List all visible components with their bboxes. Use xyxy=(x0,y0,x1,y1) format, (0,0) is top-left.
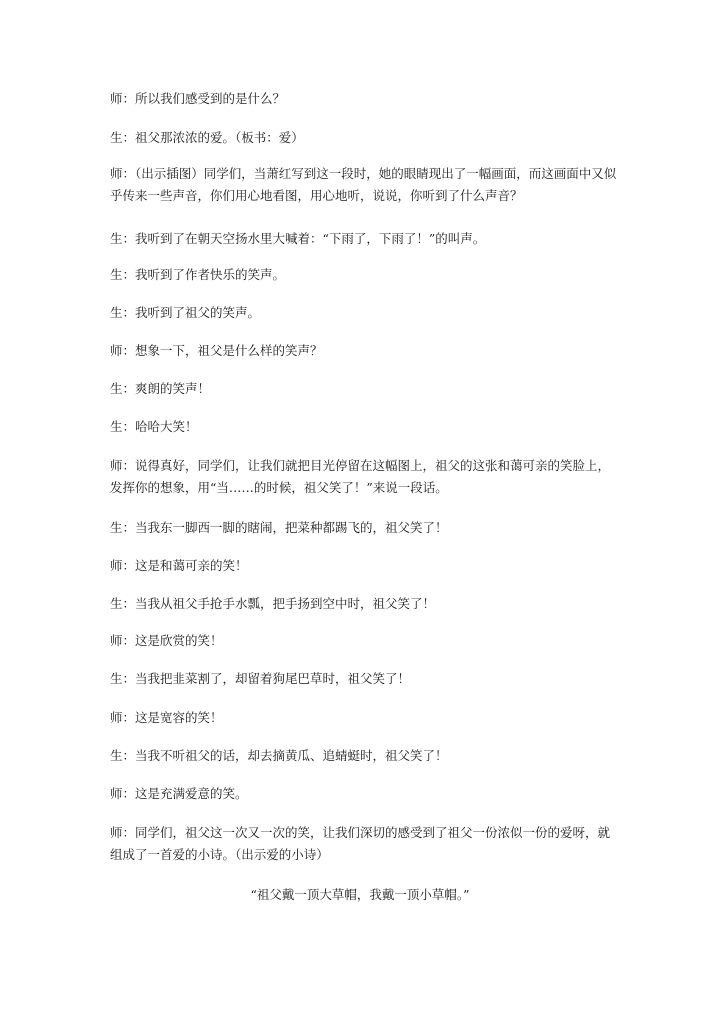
paragraph-6: 生：我听到了祖父的笑声。 xyxy=(110,305,261,320)
paragraph-18: 师：这是充满爱意的笑。 xyxy=(110,786,248,801)
paragraph-7: 师：想象一下，祖父是什么样的笑声？ xyxy=(110,343,323,358)
paragraph-9: 生：哈哈大笑！ xyxy=(110,419,198,434)
paragraph-15: 生：当我把韭菜割了，却留着狗尾巴草时，祖父笑了！ xyxy=(110,671,411,686)
paragraph-16: 师：这是宽容的笑！ xyxy=(110,710,223,725)
paragraph-19: 师：同学们，祖父这一次又一次的笑，让我们深切的感受到了祖父一份浓似一份的爱呀，就组成了一首爱的小诗。（出示爱的小诗） xyxy=(110,825,611,862)
paragraph-12: 师：这是和蔼可亲的笑！ xyxy=(110,558,248,573)
paragraph-5: 生：我听到了作者快乐的笑声。 xyxy=(110,267,286,282)
paragraph-17: 生：当我不听祖父的话，却去摘黄瓜、追蜻蜓时，祖父笑了！ xyxy=(110,748,448,763)
paragraph-8: 生：爽朗的笑声！ xyxy=(110,381,211,396)
paragraph-2: 生：祖父那浓浓的爱。（板书：爱） xyxy=(110,130,304,145)
paragraph-4: 生：我听到了在朝天空扬水里大喊着：“下雨了，下雨了！”的叫声。 xyxy=(110,231,486,246)
paragraph-3: 师：（出示插图）同学们，当萧红写到这一段时，她的眼睛现出了一幅画面，而这画面中又似乎传来一些声音，你们用心地看图，用心地听，说说，你听到了什么声音？ xyxy=(110,166,617,203)
poem-line: “祖父戴一顶大草帽，我戴一顶小草帽。” xyxy=(250,887,470,902)
paragraph-10: 师：说得真好，同学们，让我们就把目光停留在这幅图上，祖父的这张和蔼可亲的笑脸上，发挥你的想象，用“当……的时候，祖父笑了！”来说一段话。 xyxy=(110,458,611,495)
paragraph-11: 生：当我东一脚西一脚的瞎闹，把菜种都踢飞的，祖父笑了！ xyxy=(110,520,448,535)
paragraph-14: 师：这是欣赏的笑！ xyxy=(110,633,223,648)
paragraph-1: 师：所以我们感受到的是什么？ xyxy=(110,91,286,106)
paragraph-13: 生：当我从祖父手抢手水瓢，把手扬到空中时，祖父笑了！ xyxy=(110,596,436,611)
